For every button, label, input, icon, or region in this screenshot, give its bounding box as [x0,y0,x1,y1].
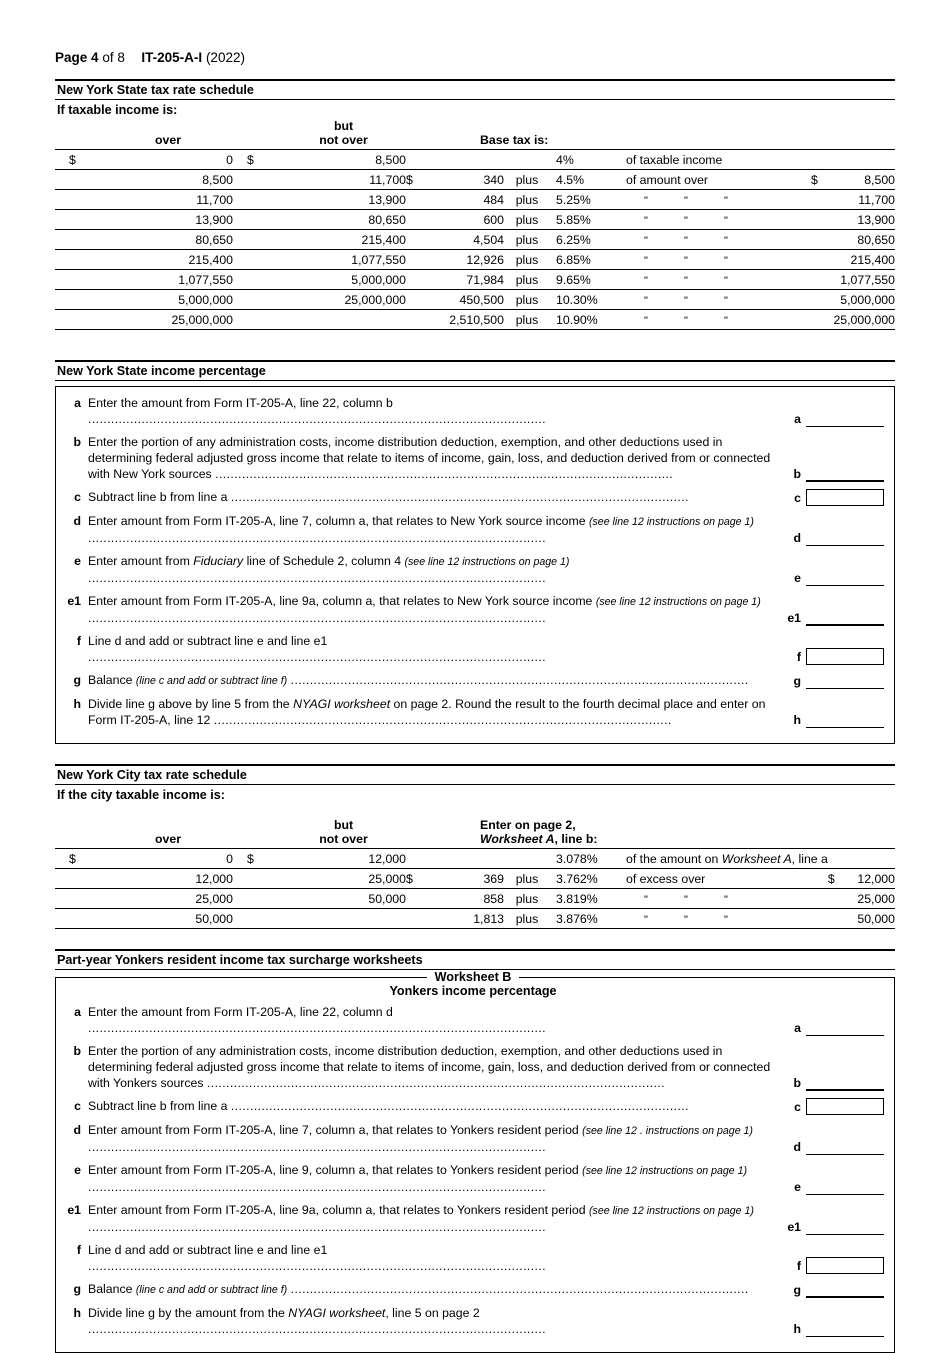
nyc-over-value: 50,000 [195,911,233,926]
nys-base-value: 2,510,500 [449,312,504,327]
yonkers-section-title: Part-year Yonkers resident income tax surcharge worksheets [55,951,895,970]
nyc-amount-currency [828,849,850,869]
yonkers-line-b-label: b [73,1044,81,1058]
nys-over-currency [55,250,103,270]
form-id: IT-205-A-I [141,50,203,65]
nys-income-percentage-title: New York State income percentage [55,362,895,381]
yonkers-line-e1-label-right: e1 [787,1220,801,1234]
nyc-hdr-notover-label: not over [319,832,368,846]
nyc-rate-table-body [55,849,895,929]
nys-amount-value: 11,700 [858,192,895,207]
nys-over-value: 5,000,000 [178,292,233,307]
yonkers-line-b-label-right: b [793,1076,801,1090]
nys-rate-value: 5.25% [556,192,591,207]
nyc-notover-value: 12,000 [368,851,406,866]
nys-plus-label: plus [515,212,539,227]
nys-base-currency [406,230,432,250]
nys-line-b-label-right: b [793,467,801,481]
nys-notover-currency: $ [247,152,254,167]
nys-hdr-base-tax [406,118,626,150]
nys-amount-value: 13,900 [857,212,895,227]
worksheet-line [62,489,884,506]
nyc-hdr-of [626,803,828,849]
nyc-notover-currency [233,889,281,909]
table-row [55,869,895,889]
yonkers-line-c-text: Subtract line b from line a ........................................................................................................................ [88,1099,689,1113]
yonkers-line-b-input[interactable] [806,1076,884,1091]
yonkers-line-e1-input[interactable] [806,1220,884,1235]
nys-hdr-base-label: Base tax is: [480,133,549,147]
nys-base-value: 71,984 [466,272,504,287]
nys-over-value: 1,077,550 [178,272,233,287]
nys-line-g-label-right: g [793,674,801,688]
nyc-hdr-not-over [281,803,406,849]
nys-over-value: 11,700 [196,192,233,207]
nys-amount-value: 5,000,000 [840,292,895,307]
nys-notover-value: 215,400 [361,232,406,247]
nys-rate-value: 10.90% [556,312,598,327]
worksheet-line [62,672,884,689]
nys-plus-label: plus [515,232,539,247]
worksheet-line [62,1043,884,1091]
yonkers-line-a-input[interactable] [806,1021,884,1036]
nys-over-currency [55,230,103,250]
yonkers-line-c-input[interactable] [806,1098,884,1115]
nys-line-h-text: Divide line g above by line 5 from the NYAGI worksheet on page 2. Round the result to the fourth decimal place and enter on Form IT-205-A, line 12 ........................................................................................................................ [88,697,766,727]
nys-line-b-label: b [73,435,81,449]
nyc-base-currency [406,889,432,909]
nys-line-a-text: Enter the amount from Form IT-205-A, line 22, column b ........................................................................................................................ [88,396,546,426]
nys-hdr-amt-dollar [811,118,833,150]
nys-of-text: of taxable income [626,152,723,167]
nys-plus-label: plus [515,172,539,187]
nys-amount-currency [811,270,833,290]
nys-amount-currency [811,310,833,330]
nys-notover-currency [233,230,281,250]
nys-over-value: 13,900 [195,212,233,227]
nyc-amount-value: 50,000 [857,911,895,926]
nys-over-value: 0 [226,152,233,167]
nys-over-value: 215,400 [188,252,233,267]
nys-base-currency [406,310,432,330]
nys-base-value: 4,504 [473,232,504,247]
nys-line-f-text: Line d and add or subtract line e and line e1 ........................................................................................................................ [88,634,546,664]
nys-line-e-label: e [74,554,81,568]
yonkers-line-e1-label: e1 [67,1203,81,1217]
yonkers-line-e1-text: Enter amount from Form IT-205-A, line 9a, column a, that relates to Yonkers resident period (see line 12 instructions on page 1) ........................................................................................................................ [88,1203,754,1234]
nyc-notover-value: 25,000 [368,871,406,886]
nys-over-currency [55,290,103,310]
nys-over-currency [55,270,103,290]
yonkers-line-g-label: g [73,1282,81,1296]
nys-rate-schedule-table [55,118,895,330]
nys-line-g-text: Balance (line c and add or subtract line f) ........................................................................................................................ [88,673,749,687]
nyc-plus-label: plus [515,891,539,906]
table-row [55,190,895,210]
nys-base-currency [406,210,432,230]
table-row [55,909,895,929]
nyc-over-currency [55,869,103,889]
nys-amount-value: 25,000,000 [833,312,895,327]
nys-plus-label: plus [515,192,539,207]
yonkers-line-h-label: h [73,1306,81,1320]
nys-base-currency [406,150,432,170]
yonkers-line-d-label: d [73,1123,81,1137]
nys-line-a-input[interactable] [806,412,884,427]
nys-over-currency [55,190,103,210]
nys-notover-currency [233,270,281,290]
nys-line-e-text: Enter amount from Fiduciary line of Schedule 2, column 4 (see line 12 instructions on page 1) ........................................................................................................................ [88,554,570,585]
nys-line-h-label: h [73,697,81,711]
nyc-notover-currency [233,869,281,889]
nys-notover-value: 1,077,550 [351,252,406,267]
nys-of-ditto: " " " [644,194,728,207]
nys-over-value: 80,650 [195,232,233,247]
page-total: 8 [117,50,125,65]
nys-hdr-but-label: but [333,119,354,133]
nyc-over-value: 25,000 [195,891,233,906]
nys-amount-currency [811,250,833,270]
table-row [55,170,895,190]
nys-notover-value: 11,700 [369,172,406,187]
nys-line-a-label-right: a [794,412,801,426]
nys-rate-table-body [55,150,895,330]
nyc-of-text: of the amount on Worksheet A, line a [626,851,828,866]
worksheet-b-lines [62,1004,884,1337]
nyc-amount-currency [828,909,850,929]
nys-over-currency [55,210,103,230]
yonkers-line-c-label-right: c [794,1100,801,1114]
nys-base-currency [406,270,432,290]
nys-plus-label: plus [515,292,539,307]
nyc-notover-value: 50,000 [368,891,406,906]
nys-plus-label: plus [515,312,539,327]
worksheet-b-subhead: Yonkers income percentage [389,984,557,998]
nyc-amount-value [850,849,895,869]
nys-base-value: 450,500 [459,292,504,307]
nys-line-d-text: Enter amount from Form IT-205-A, line 7, column a, that relates to New York source income (see line 12 instructions on page 1) ........................................................................................................................ [88,514,754,545]
nyc-base-value: 1,813 [473,911,504,926]
nys-base-value: 12,926 [466,252,504,267]
nys-line-c-input[interactable] [806,489,884,506]
nyc-notover-currency [233,909,281,929]
nys-base-value: 600 [483,212,504,227]
nys-hdr-over [103,118,233,150]
nys-notover-currency [233,170,281,190]
page-label: Page [55,50,88,65]
yonkers-line-c-label: c [74,1099,81,1113]
nys-rate-table-head [55,118,895,150]
nyc-base-currency: $ [406,871,413,886]
nyc-over-currency [55,889,103,909]
nys-notover-value: 80,650 [368,212,406,227]
nyc-hdr-over [103,803,233,849]
nys-over-currency [55,310,103,330]
yonkers-line-f-text: Line d and add or subtract line e and line e1 ........................................................................................................................ [88,1243,546,1273]
nys-base-value [432,150,504,170]
nyc-amount-value: 25,000 [857,891,895,906]
nyc-rate-table-head [55,803,895,849]
nyc-notover-currency: $ [247,851,254,866]
nys-amount-currency: $ [811,172,818,187]
nyc-rate-schedule-table [55,803,895,929]
nys-hdr-over-label: over [155,133,181,147]
yonkers-line-e-label-right: e [794,1180,801,1194]
nys-of-ditto: " " " [644,294,728,307]
nyc-amount-value: 12,000 [857,871,895,886]
nys-line-f-input[interactable] [806,648,884,665]
nys-over-value: 8,500 [202,172,233,187]
nys-base-currency: $ [406,172,413,187]
nys-line-e-label-right: e [794,571,801,585]
nyc-of-ditto: " " " [644,893,728,906]
table-row [55,849,895,869]
nys-plus-label: plus [515,272,539,287]
nyc-of-ditto: " " " [644,913,728,926]
nys-of-text: of amount over [626,172,709,187]
nyc-notover-value [281,909,406,929]
nyc-over-currency: $ [69,851,76,866]
nys-of-ditto: " " " [644,234,728,247]
nyc-base-value [432,849,504,869]
nyc-base-currency [406,909,432,929]
nys-rate-schedule-subtitle: If taxable income is: [57,103,178,117]
nys-hdr-spacer1 [55,118,103,150]
nys-line-b-input[interactable] [806,467,884,482]
nys-line-d-label: d [73,514,81,528]
nys-notover-currency [233,250,281,270]
nys-line-b-text: Enter the portion of any administration costs, income distribution deduction, exemption, and other deductions used in determining federal adjusted gross income that relate to items of income, gain, loss, and deduction derived from or connected with New York sources ........................................................................................................................ [88,435,771,481]
nys-notover-currency [233,190,281,210]
nys-plus-label [504,150,550,170]
yonkers-line-b-text: Enter the portion of any administration costs, income distribution deduction, exemption, and other deductions used in determining federal adjusted gross income that relate to items of income, gain, loss, and deduction derived from or connected with Yonkers sources ........................................................................................................................ [88,1044,771,1090]
yonkers-line-e-input[interactable] [806,1180,884,1195]
nys-line-h-label-right: h [793,713,801,727]
nys-line-e1-label-right: e1 [787,611,801,625]
nys-line-f-label-right: f [796,650,801,664]
table-row [55,889,895,909]
yonkers-line-d-label-right: d [793,1140,801,1154]
nys-of-ditto: " " " [644,214,728,227]
worksheet-line [62,395,884,427]
nys-amount-currency [811,230,833,250]
nyc-rate-value: 3.078% [556,851,598,866]
yonkers-line-f-label: f [76,1243,81,1257]
nys-notover-value: 5,000,000 [351,272,406,287]
worksheet-line [62,434,884,482]
page-of-label: of [102,50,114,65]
yonkers-line-d-text: Enter amount from Form IT-205-A, line 7, column a, that relates to Yonkers resident period (see line 12 . instructions on page 1) ........................................................................................................................ [88,1123,753,1154]
worksheet-line [62,1162,884,1195]
nys-line-h-input[interactable] [806,713,884,728]
worksheet-line [62,1098,884,1115]
table-row [55,230,895,250]
nys-amount-currency [811,210,833,230]
nys-base-currency [406,290,432,310]
nys-notover-value: 25,000,000 [344,292,406,307]
nys-line-g-label: g [73,673,81,687]
nys-line-c-text: Subtract line b from line a ........................................................................................................................ [88,490,689,504]
nyc-plus-label: plus [515,871,539,886]
nyc-amount-currency [828,889,850,909]
worksheet-line [62,1242,884,1274]
nys-line-c-label-right: c [794,491,801,505]
yonkers-line-g-label-right: g [793,1283,801,1297]
nys-line-c-label: c [74,490,81,504]
table-row [55,310,895,330]
yonkers-line-h-label-right: h [793,1322,801,1336]
nys-base-currency [406,190,432,210]
nys-amount-currency [811,150,833,170]
nys-amount-value: 215,400 [850,252,895,267]
nyc-hdr-spacer1 [55,803,103,849]
nys-rate-value: 9.65% [556,272,591,287]
nys-over-currency [55,170,103,190]
nyc-rate-value: 3.762% [556,871,598,886]
worksheet-line [62,1122,884,1155]
nys-notover-currency [233,210,281,230]
nys-base-currency [406,250,432,270]
nys-rate-value: 6.25% [556,232,591,247]
nys-line-e1-label: e1 [67,594,81,608]
nyc-over-value: 0 [226,851,233,866]
nys-rate-value: 6.85% [556,252,591,267]
nys-hdr-not-over [281,118,406,150]
nys-notover-value [281,310,406,330]
nyc-hdr-base-label: Enter on page 2, Worksheet A, line b: [480,818,598,846]
nys-income-percentage-lines [62,395,884,728]
nyc-amount-currency: $ [827,871,835,886]
nyc-hdr-spacer2 [233,803,281,849]
nyc-hdr-but-label: but [333,818,354,832]
nys-line-e-input[interactable] [806,571,884,586]
nys-over-currency: $ [69,152,76,167]
worksheet-line [62,1281,884,1298]
nyc-rate-value: 3.876% [556,911,598,926]
nys-hdr-notover-label: not over [319,133,368,147]
nys-line-g-input[interactable] [806,674,884,689]
nys-amount-value: 1,077,550 [840,272,895,287]
nys-notover-currency [233,290,281,310]
nyc-hdr-amt [850,803,895,849]
nys-hdr-spacer2 [233,118,281,150]
nyc-over-value: 12,000 [195,871,233,886]
nys-line-f-label: f [76,634,81,648]
nyc-hdr-enter-on-page [406,803,626,849]
yonkers-line-h-input[interactable] [806,1322,884,1337]
nys-plus-label: plus [515,252,539,267]
table-row [55,250,895,270]
table-row [55,270,895,290]
nyc-rate-schedule-title: New York City tax rate schedule [55,766,895,785]
nys-rate-value: 4% [556,152,574,167]
nys-amount-value: 8,500 [864,172,895,187]
table-row [55,290,895,310]
page-header [55,50,895,65]
nys-of-ditto: " " " [644,314,728,327]
nys-line-e1-text: Enter amount from Form IT-205-A, line 9a, column a, that relates to New York source income (see line 12 instructions on page 1) ........................................................................................................................ [88,594,761,625]
nyc-base-value: 858 [483,891,504,906]
nyc-hdr-amt-dollar [828,803,850,849]
nys-line-a-label: a [74,396,81,410]
table-row [55,210,895,230]
nys-rate-header-row [55,118,895,150]
worksheet-line [62,1202,884,1235]
nys-amount-value [833,150,895,170]
nys-hdr-amt [833,118,895,150]
nys-of-ditto: " " " [644,254,728,267]
nyc-base-value: 369 [483,871,504,886]
nys-hdr-of [626,118,811,150]
nys-income-percentage-box [55,386,895,744]
nys-amount-currency [811,190,833,210]
worksheet-line [62,553,884,586]
nyc-rate-value: 3.819% [556,891,598,906]
worksheet-line [62,696,884,728]
yonkers-line-e-text: Enter amount from Form IT-205-A, line 9, column a, that relates to Yonkers resident period (see line 12 instructions on page 1) ........................................................................................................................ [88,1163,748,1194]
yonkers-line-h-text: Divide line g by the amount from the NYAGI worksheet, line 5 on page 2 ........................................................................................................................ [88,1306,546,1336]
nys-line-e1-input[interactable] [806,611,884,626]
yonkers-line-d-input[interactable] [806,1140,884,1155]
worksheet-line [62,593,884,626]
nys-of-ditto: " " " [644,274,728,287]
nyc-plus-label: plus [515,911,539,926]
nyc-hdr-over-label: over [155,832,181,846]
worksheet-line [62,513,884,546]
page-number: 4 [91,50,99,65]
nys-notover-value: 13,900 [368,192,406,207]
yonkers-line-e-label: e [74,1163,81,1177]
nys-notover-value: 8,500 [375,152,406,167]
form-year: (2022) [205,50,245,65]
nys-line-d-input[interactable] [806,531,884,546]
nys-rate-schedule-title: New York State tax rate schedule [55,81,895,100]
worksheet-line [62,633,884,665]
nyc-plus-label [504,849,550,869]
nyc-over-currency [55,909,103,929]
nys-base-value: 484 [483,192,504,207]
yonkers-line-g-text: Balance (line c and add or subtract line f) ........................................................................................................................ [88,1282,749,1296]
yonkers-line-f-input[interactable] [806,1257,884,1274]
nys-amount-value: 80,650 [857,232,895,247]
worksheet-line [62,1004,884,1036]
nys-over-value: 25,000,000 [171,312,233,327]
nyc-base-currency [406,849,432,869]
yonkers-line-a-text: Enter the amount from Form IT-205-A, line 22, column d ........................................................................................................................ [88,1005,546,1035]
nyc-of-text: of excess over [626,871,706,886]
nys-amount-currency [811,290,833,310]
worksheet-b-box [55,970,895,1353]
nys-rate-value: 5.85% [556,212,591,227]
nyc-rate-schedule-subtitle: If the city taxable income is: [57,788,225,802]
yonkers-line-a-label-right: a [794,1021,801,1035]
yonkers-line-f-label-right: f [796,1259,801,1273]
worksheet-b-legend: Worksheet B [434,970,512,984]
nys-notover-currency [233,310,281,330]
worksheet-line [62,1305,884,1337]
yonkers-line-a-label: a [74,1005,81,1019]
table-row [55,150,895,170]
nys-base-value: 340 [483,172,504,187]
nys-line-d-label-right: d [793,531,801,545]
nys-rate-value: 4.5% [556,172,585,187]
nyc-rate-header-row [55,803,895,849]
yonkers-line-g-input[interactable] [806,1283,884,1298]
nys-rate-value: 10.30% [556,292,598,307]
